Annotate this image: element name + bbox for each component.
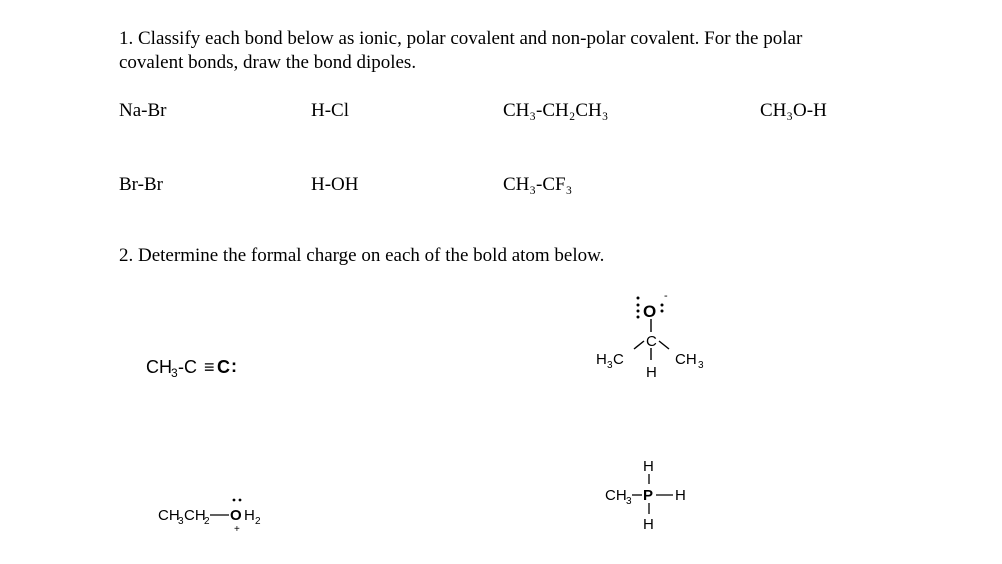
oxonium-lone-pair-dot — [239, 499, 242, 502]
question-2-text: 2. Determine the formal charge on each of the bold atom below. — [119, 245, 605, 266]
alkoxide-lone-pair-dot — [637, 310, 640, 313]
phosphine-h-right: H — [675, 487, 686, 504]
structure-phosphine — [605, 456, 705, 536]
propyne-bold-carbon: C — [217, 357, 230, 377]
phosphine-h-top: H — [643, 458, 654, 475]
bond-br-br: Br-Br — [119, 174, 163, 195]
question-1-line-2: covalent bonds, draw the bond dipoles. — [119, 52, 417, 73]
alkoxide-bold-oxygen: O — [643, 302, 657, 321]
structure-alkoxide — [596, 286, 716, 386]
propyne-triple-bond: ≡ — [204, 357, 215, 377]
structure-oxonium — [158, 494, 278, 534]
oxonium-sub-3: 3 — [178, 516, 184, 527]
bond-na-br: Na-Br — [119, 100, 167, 121]
alkoxide-bond-c-right — [659, 341, 669, 349]
propyne-ch: CH — [146, 357, 172, 377]
bond-h-cl: H-Cl — [311, 100, 349, 121]
alkoxide-h3c-sub: 3 — [607, 360, 613, 371]
bond-h-oh: H-OH — [311, 174, 359, 195]
oxonium-ch-1: CH — [158, 507, 180, 524]
bond-ch3o-h: CH₃O-H — [760, 100, 827, 121]
oxonium-positive-charge: + — [234, 524, 240, 535]
question-1-text — [119, 27, 919, 75]
phosphine-sub3: 3 — [626, 496, 632, 507]
oxonium-ch-2: CH — [184, 507, 206, 524]
alkoxide-ch3-sub: 3 — [698, 360, 704, 371]
oxonium-h: H — [244, 507, 255, 524]
oxonium-sub-2b: 2 — [255, 516, 261, 527]
alkoxide-bond-c-left — [634, 341, 644, 349]
alkoxide-h3c-c: C — [613, 351, 624, 368]
oxonium-bold-oxygen: O — [230, 507, 242, 524]
alkoxide-h3c-h: H — [596, 351, 607, 368]
alkoxide-negative-charge: - — [664, 290, 668, 302]
alkoxide-lone-pair-dot — [661, 310, 664, 313]
bond-ch3-ch2ch3: CH₃-CH₂CH₃ — [503, 100, 609, 121]
structure-propyne-anion — [146, 352, 256, 382]
propyne-dash-c: -C — [178, 357, 197, 377]
alkoxide-lone-pair-dot — [637, 297, 640, 300]
oxonium-sub-2: 2 — [204, 516, 210, 527]
phosphine-ch: CH — [605, 487, 627, 504]
alkoxide-ch3: CH — [675, 351, 697, 368]
alkoxide-hydrogen: H — [646, 364, 657, 381]
alkoxide-lone-pair-dot — [661, 304, 664, 307]
alkoxide-carbon: C — [646, 333, 657, 350]
question-1-line-1: 1. Classify each bond below as ionic, polar covalent and non-polar covalent. For the polar — [119, 28, 803, 49]
bond-ch3-cf3: CH₃-CF₃ — [503, 174, 573, 195]
phosphine-h-bottom: H — [643, 516, 654, 533]
alkoxide-lone-pair-dot — [637, 304, 640, 307]
alkoxide-lone-pair-dot — [637, 316, 640, 319]
propyne-lone-pair: : — [231, 356, 237, 376]
phosphine-bold-phosphorus: P — [643, 487, 654, 504]
oxonium-lone-pair-dot — [233, 499, 236, 502]
propyne-sub3: 3 — [171, 366, 178, 380]
